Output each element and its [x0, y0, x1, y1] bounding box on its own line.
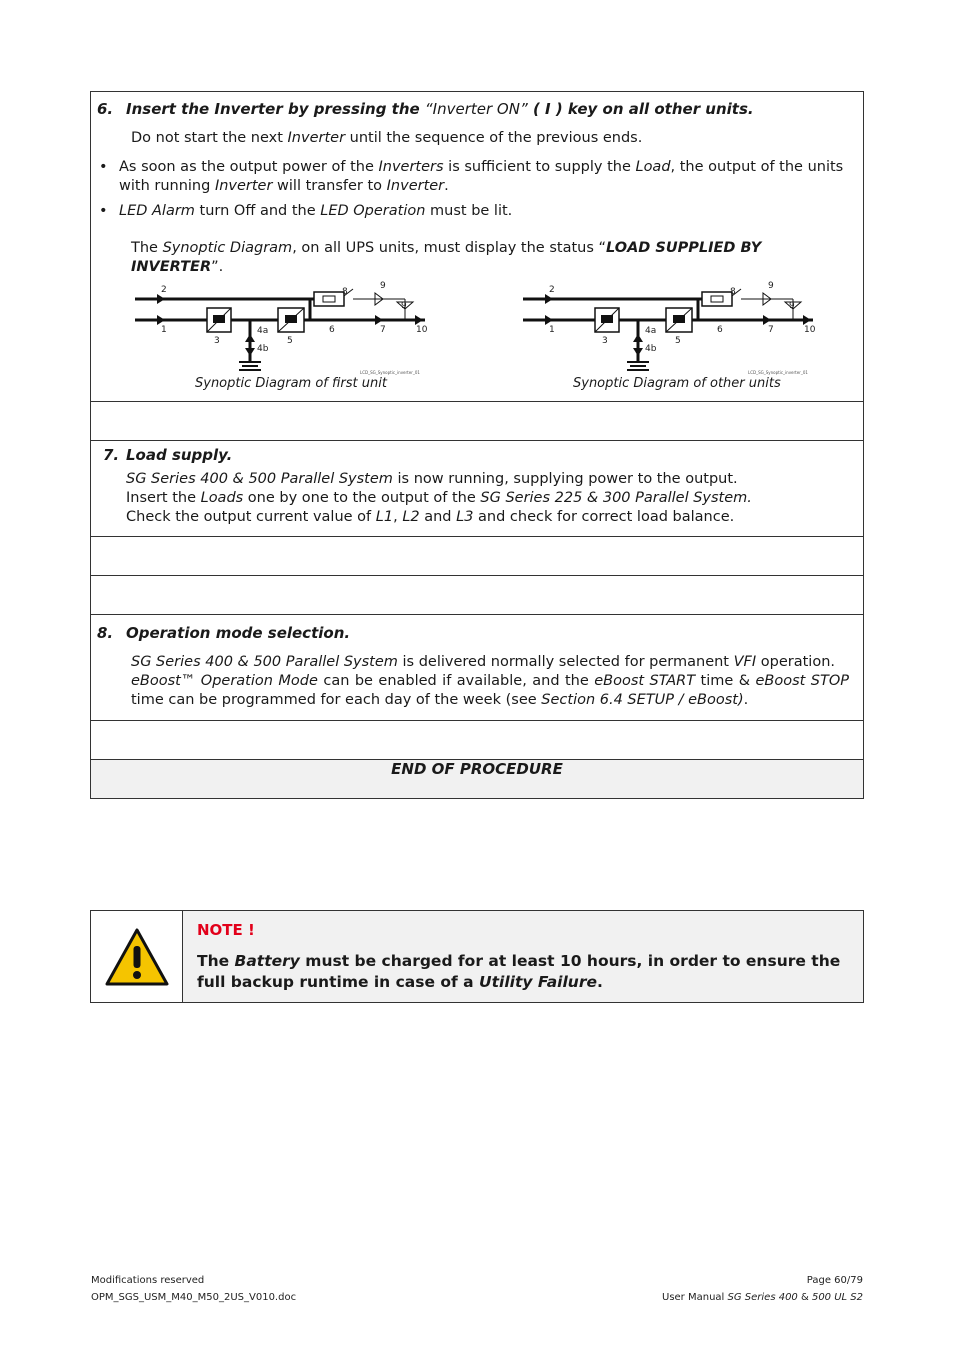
step-8-text: SG Series 400 & 500 Parallel System is delivered normally selected for permanent VFI operation. eBoost™ Operation Mode can be enabled if available, and the eBoost START time & eBoost STOP time can be programmed for each day of the week (see Section 6.4 SETUP / eBoost). — [131, 654, 849, 708]
blank-row — [91, 537, 864, 576]
bullet-item: • LED Alarm turn Off and the LED Operation must be lit. — [97, 202, 855, 221]
caption-first-unit: Synoptic Diagram of first unit — [195, 376, 387, 391]
step-6-status-text: The Synoptic Diagram, on all UPS units, must display the status “LOAD SUPPLIED BY INVERTER”. — [131, 240, 762, 275]
step-6-bullets — [97, 158, 855, 221]
synoptic-diagram-other — [523, 277, 823, 401]
diagram-label: 4a — [257, 326, 269, 336]
bullet-item: • As soon as the output power of the Inverters is sufficient to supply the Load, the output of the units with running Inverter will transfer to Inverter. — [97, 158, 855, 196]
diagram-label: 3 — [214, 336, 220, 346]
diagram-label: 8 — [342, 287, 348, 297]
footer-modifications: Modifications reserved — [91, 1275, 205, 1286]
synoptic-diagram-icon — [523, 277, 823, 377]
step-6-text: Do not start the next Inverter until the sequence of the previous ends. — [131, 130, 643, 146]
note-text: The Battery must be charged for at least 10 hours, in order to ensure the full backup runtime in case of a Utility Failure. — [197, 952, 841, 991]
footer-page-number: Page 60/79 — [806, 1275, 863, 1286]
diagram-label: 1 — [549, 325, 555, 335]
step-8-cell — [91, 615, 864, 721]
diagram-label: 6 — [717, 325, 723, 335]
diagram-label: 3 — [602, 336, 608, 346]
warning-icon-cell — [91, 911, 183, 1002]
blank-row — [91, 402, 864, 441]
step-7-title: 7. Load supply. — [103, 446, 233, 464]
step-7-cell — [91, 441, 864, 537]
note-box — [90, 910, 864, 1003]
diagram-label: 7 — [768, 325, 774, 335]
diagram-label: 4b — [257, 344, 269, 354]
warning-icon — [104, 927, 170, 987]
note-title: NOTE ! — [197, 921, 255, 939]
step-6-cell — [91, 92, 864, 402]
synoptic-diagrams — [97, 277, 855, 401]
diagram-label: 1 — [161, 325, 167, 335]
synoptic-diagram-icon — [135, 277, 435, 377]
caption-other-units: Synoptic Diagram of other units — [573, 376, 781, 391]
diagram-label: 10 — [416, 325, 428, 335]
procedure-table-wrapper — [90, 91, 864, 799]
diagram-label: 10 — [804, 325, 816, 335]
diagram-label: 9 — [401, 301, 407, 311]
footer-document-name: OPM_SGS_USM_M40_M50_2US_V010.doc — [91, 1292, 297, 1303]
diagram-label: 4b — [645, 344, 657, 354]
synoptic-diagram-first — [135, 277, 435, 401]
blank-row — [91, 721, 864, 760]
diagram-label: 2 — [549, 285, 555, 295]
diagram-label: 9 — [768, 281, 774, 291]
diagram-label: 6 — [329, 325, 335, 335]
step-8-title: 8. Operation mode selection. — [97, 624, 351, 642]
diagram-label: 9 — [380, 281, 386, 291]
diagram-ref: LCD_SG_Synoptic_inverter_01 — [360, 370, 420, 375]
procedure-table — [90, 91, 864, 799]
diagram-label: 2 — [161, 285, 167, 295]
diagram-label: 7 — [380, 325, 386, 335]
diagram-label: 8 — [730, 287, 736, 297]
diagram-label: 5 — [675, 336, 681, 346]
footer-manual-title: User Manual SG Series 400 & 500 UL S2 — [662, 1292, 863, 1303]
blank-row — [91, 576, 864, 615]
diagram-label: 5 — [287, 336, 293, 346]
end-of-procedure: END OF PROCEDURE — [91, 760, 864, 799]
diagram-label: 9 — [789, 301, 795, 311]
step-6-title: 6. Insert the Inverter by pressing the “Inverter ON” ( I ) key on all other units. — [97, 100, 754, 118]
diagram-ref: LCD_SG_Synoptic_inverter_01 — [748, 370, 808, 375]
step-7-text: SG Series 400 & 500 Parallel System is now running, supplying power to the output. Insert the Loads one by one to the output of the SG Series 225 & 300 Parallel System. Check the output current value of L1, L2 and L3 and check for correct load balance. — [126, 471, 752, 525]
diagram-label: 4a — [645, 326, 657, 336]
